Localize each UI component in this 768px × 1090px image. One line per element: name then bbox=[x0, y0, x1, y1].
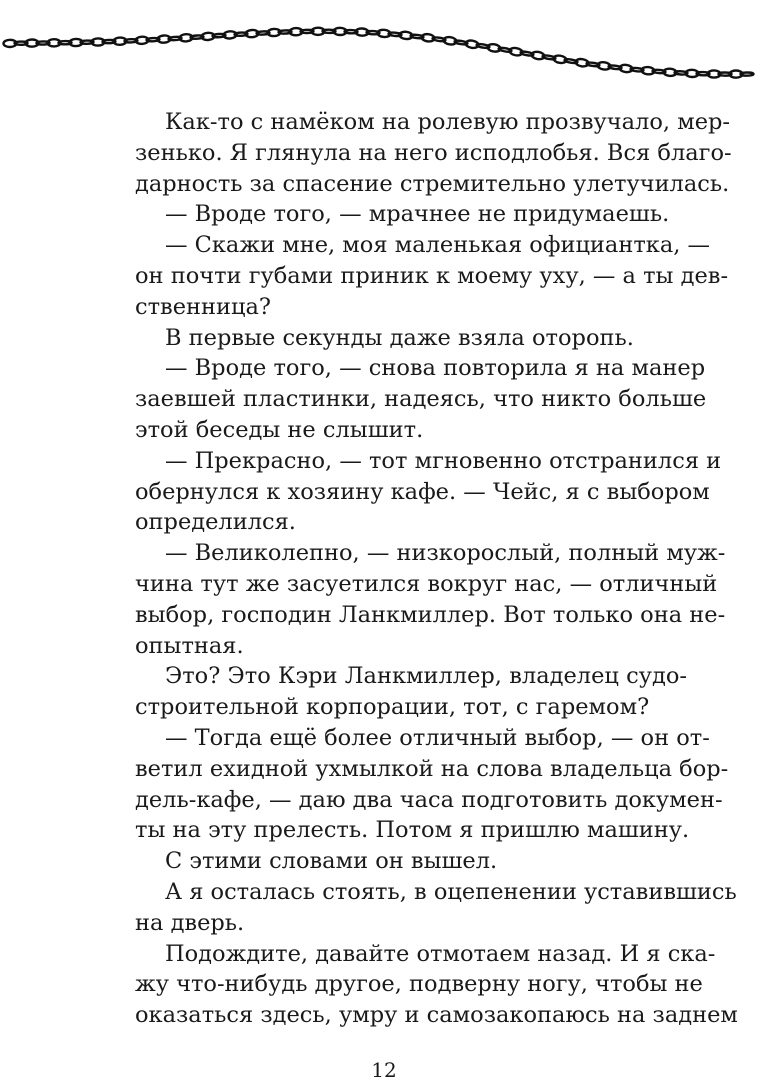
text-line: на дверь. bbox=[135, 909, 245, 936]
text-line: — Прекрасно, — тот мгновенно отстранился и bbox=[165, 447, 722, 474]
page-body-text bbox=[135, 107, 738, 1031]
text-line: С этими словами он вышел. bbox=[165, 848, 498, 875]
text-line: — Скажи мне, моя маленькая официантка, — bbox=[165, 232, 711, 259]
chain-link bbox=[740, 72, 753, 75]
text-line: ты на эту прелесть. Потом я пришлю машину. bbox=[135, 817, 690, 844]
text-line: опытная. bbox=[135, 632, 244, 659]
text-line: — Вроде того, — мрачнее не придумаешь. bbox=[165, 201, 670, 228]
text-line: чина тут же засуетился вокруг нас, — отличный bbox=[135, 570, 718, 597]
text-line: Как-то с намёком на ролевую прозвучало, мер- bbox=[165, 109, 731, 135]
chain-ornament bbox=[0, 0, 768, 100]
text-line: дель-кафе, — даю два часа подготовить докумен- bbox=[135, 786, 723, 813]
text-line: ственница? bbox=[135, 293, 271, 320]
text-line: зенько. Я глянула на него исподлобья. Вся благо- bbox=[135, 139, 732, 166]
text-line: строительной корпорации, тот, с гаремом? bbox=[135, 694, 650, 721]
page-number: 12 bbox=[371, 1058, 397, 1082]
text-line: он почти губами приник к моему уху, — а ты дев- bbox=[135, 262, 729, 289]
text-line: — Тогда ещё более отличный выбор, — он от- bbox=[165, 724, 710, 751]
text-line: обернулся к хозяину кафе. — Чейс, я с выбором bbox=[135, 478, 710, 505]
text-line: этой беседы не слышит. bbox=[135, 416, 424, 443]
text-line: заевшей пластинки, надеясь, что никто больше bbox=[135, 386, 707, 413]
text-line: ветил ехидной ухмылкой на слова владельца бор- bbox=[135, 755, 729, 782]
text-line: дарность за спасение стремительно улетучилась. bbox=[135, 170, 730, 197]
text-line: определился. bbox=[135, 509, 296, 536]
text-line: Это? Это Кэри Ланкмиллер, владелец судо- bbox=[165, 663, 687, 690]
text-line: жу что-нибудь другое, подверну ногу, чтобы не bbox=[135, 971, 703, 998]
text-line: — Великолепно, — низкорослый, полный муж- bbox=[165, 540, 726, 567]
text-line: В первые секунды даже взяла оторопь. bbox=[165, 324, 634, 351]
text-line: выбор, господин Ланкмиллер. Вот только она не- bbox=[135, 601, 726, 628]
text-line: оказаться здесь, умру и самозакопаюсь на заднем bbox=[135, 1002, 738, 1029]
text-line: А я осталась стоять, в оцепенении уставившись bbox=[165, 878, 737, 905]
text-line: — Вроде того, — снова повторила я на манер bbox=[165, 355, 706, 382]
text-line: Подождите, давайте отмотаем назад. И я ска- bbox=[165, 940, 716, 967]
